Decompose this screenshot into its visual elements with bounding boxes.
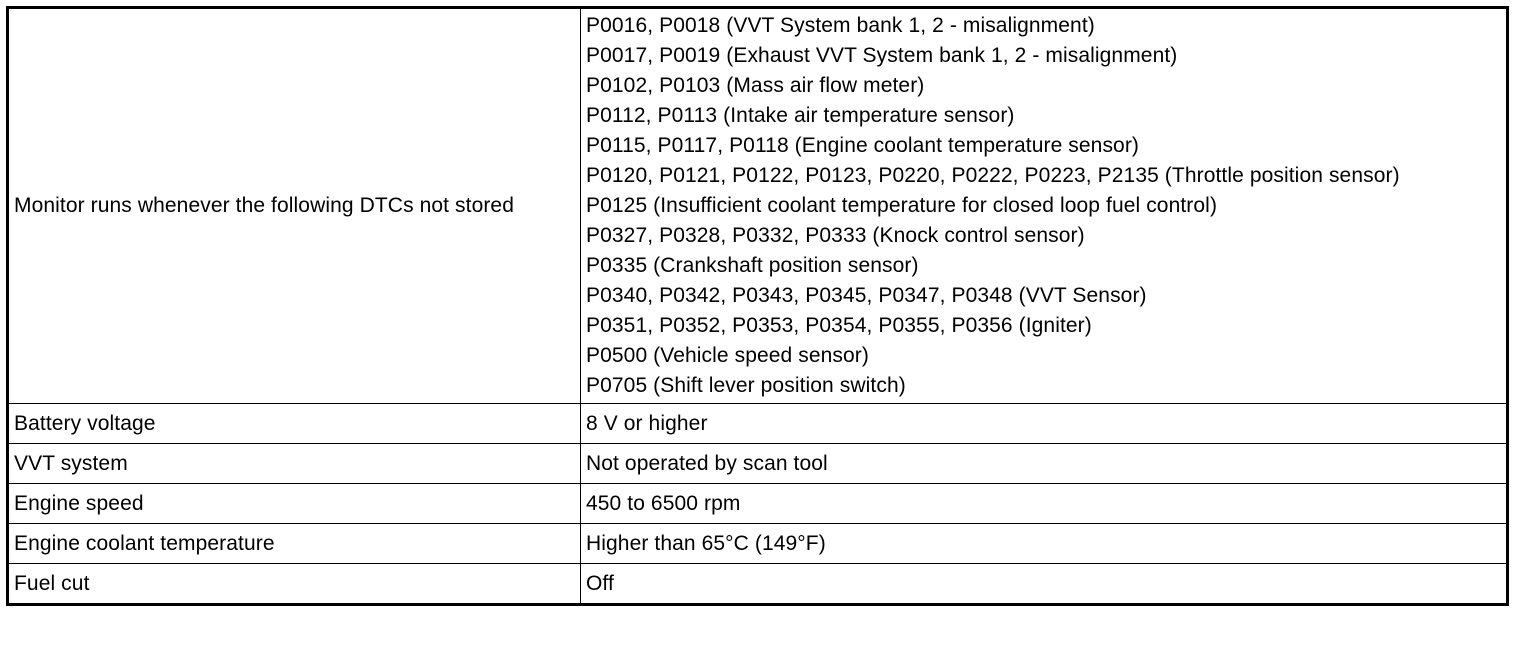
table-row bbox=[8, 524, 1508, 564]
dtc-line: P0115, P0117, P0118 (Engine coolant temperature sensor) bbox=[586, 134, 1140, 157]
condition-value: Higher than 65°C (149°F) bbox=[581, 524, 1508, 564]
condition-label: VVT system bbox=[8, 444, 581, 484]
condition-label: Fuel cut bbox=[8, 564, 581, 605]
dtc-line: P0102, P0103 (Mass air flow meter) bbox=[586, 74, 925, 97]
table-row bbox=[8, 484, 1508, 524]
condition-label: Engine speed bbox=[8, 484, 581, 524]
dtc-line: P0017, P0019 (Exhaust VVT System bank 1, 2 - misalignment) bbox=[586, 44, 1178, 67]
conditions-table bbox=[6, 6, 1509, 606]
condition-label: Engine coolant temperature bbox=[8, 524, 581, 564]
dtc-line: P0351, P0352, P0353, P0354, P0355, P0356 (Igniter) bbox=[586, 314, 1092, 337]
dtc-line: P0340, P0342, P0343, P0345, P0347, P0348 (VVT Sensor) bbox=[586, 284, 1147, 307]
dtc-list bbox=[581, 8, 1508, 404]
dtc-line: P0125 (Insufficient coolant temperature for closed loop fuel control) bbox=[586, 194, 1218, 217]
condition-value: Not operated by scan tool bbox=[581, 444, 1508, 484]
table-row bbox=[8, 404, 1508, 444]
condition-value: 8 V or higher bbox=[581, 404, 1508, 444]
dtc-line: P0120, P0121, P0122, P0123, P0220, P0222, P0223, P2135 (Throttle position sensor) bbox=[586, 164, 1400, 187]
condition-label: Monitor runs whenever the following DTCs not stored bbox=[8, 8, 581, 404]
condition-label: Battery voltage bbox=[8, 404, 581, 444]
condition-value: 450 to 6500 rpm bbox=[581, 484, 1508, 524]
dtc-line: P0500 (Vehicle speed sensor) bbox=[586, 344, 869, 367]
dtc-line: P0016, P0018 (VVT System bank 1, 2 - misalignment) bbox=[586, 14, 1095, 37]
dtc-line: P0112, P0113 (Intake air temperature sensor) bbox=[586, 104, 1015, 127]
dtc-line: P0327, P0328, P0332, P0333 (Knock control sensor) bbox=[586, 224, 1085, 247]
condition-value: Off bbox=[581, 564, 1508, 605]
table-row bbox=[8, 564, 1508, 605]
table-row bbox=[8, 444, 1508, 484]
dtc-line: P0705 (Shift lever position switch) bbox=[586, 374, 906, 397]
table-row-dtc bbox=[8, 8, 1508, 404]
dtc-line: P0335 (Crankshaft position sensor) bbox=[586, 254, 919, 277]
